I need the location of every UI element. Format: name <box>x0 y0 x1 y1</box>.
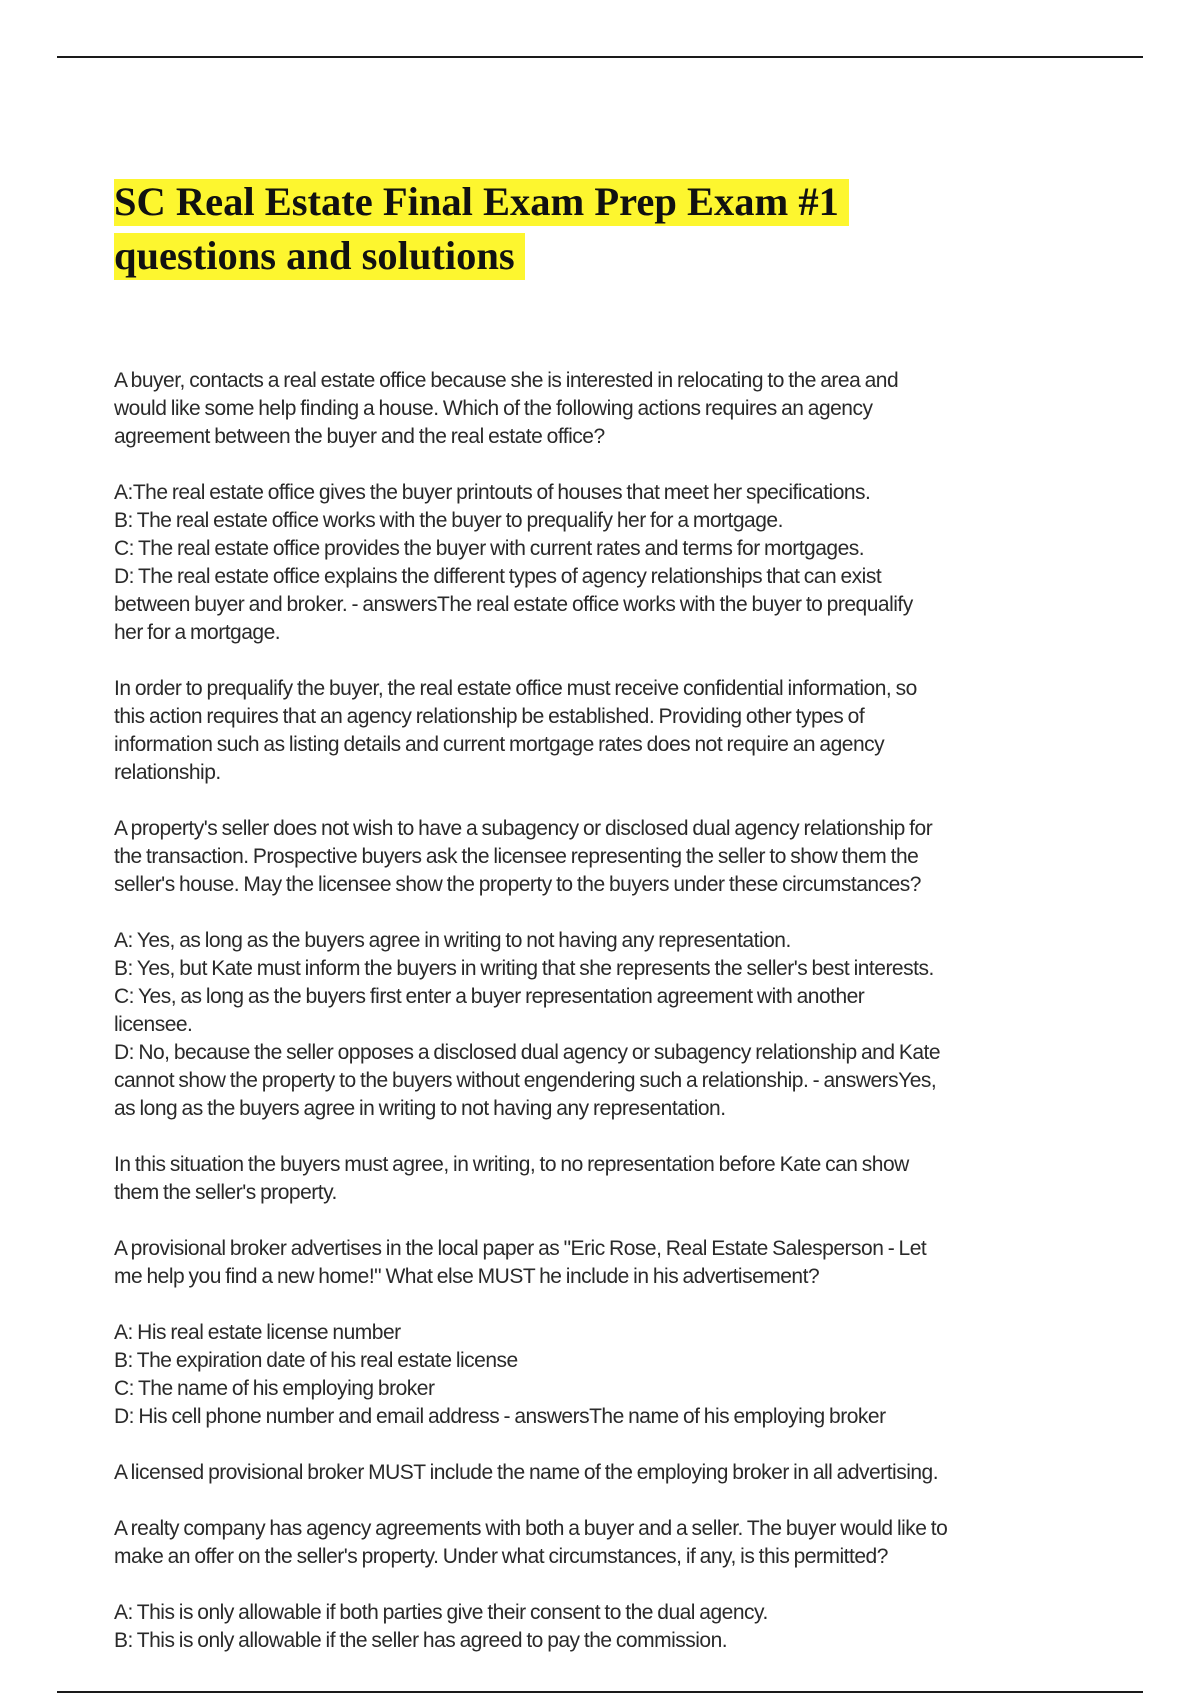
question-paragraph <box>114 815 1104 899</box>
text-line: make an offer on the seller's property. Under what circumstances, if any, is this permitted? <box>114 1545 888 1568</box>
text-line: agreement between the buyer and the real estate office? <box>114 425 605 448</box>
text-line: B: The real estate office works with the buyer to prequalify her for a mortgage. <box>114 509 783 532</box>
explanation-paragraph <box>114 675 1104 787</box>
question-paragraph <box>114 1515 1104 1571</box>
answer-options-paragraph <box>114 1319 1104 1431</box>
text-line: B: The expiration date of his real estate license <box>114 1349 518 1372</box>
text-line: D: His cell phone number and email address - answersThe name of his employing broker <box>114 1405 886 1428</box>
text-line: C: The real estate office provides the buyer with current rates and terms for mortgages. <box>114 537 865 560</box>
text-line: B: This is only allowable if the seller has agreed to pay the commission. <box>114 1629 728 1652</box>
text-line: In this situation the buyers must agree, in writing, to no representation before Kate can show <box>114 1153 909 1176</box>
document-title-line-2: questions and solutions <box>114 233 525 280</box>
text-line: A:The real estate office gives the buyer printouts of houses that meet her specifications. <box>114 481 871 504</box>
text-line: A property's seller does not wish to have a subagency or disclosed dual agency relationship for <box>114 817 933 840</box>
text-line: relationship. <box>114 761 221 784</box>
text-line: B: Yes, but Kate must inform the buyers in writing that she represents the seller's best interests. <box>114 957 934 980</box>
document-body <box>114 367 1104 1683</box>
text-line: as long as the buyers agree in writing to not having any representation. <box>114 1097 726 1120</box>
text-line: cannot show the property to the buyers without engendering such a relationship. - answersYes, <box>114 1069 937 1092</box>
question-paragraph <box>114 367 1104 451</box>
text-line: D: No, because the seller opposes a disclosed dual agency or subagency relationship and Kate <box>114 1041 941 1064</box>
text-line: me help you find a new home!" What else MUST he include in his advertisement? <box>114 1265 820 1288</box>
answer-options-paragraph <box>114 479 1104 647</box>
bottom-rule <box>57 1691 1143 1693</box>
text-line: A realty company has agency agreements with both a buyer and a seller. The buyer would like to <box>114 1517 948 1540</box>
document-title-line-1: SC Real Estate Final Exam Prep Exam #1 <box>114 179 849 226</box>
text-line: licensee. <box>114 1013 193 1036</box>
text-line: C: The name of his employing broker <box>114 1377 435 1400</box>
top-rule <box>57 56 1143 58</box>
text-line: A licensed provisional broker MUST include the name of the employing broker in all advertising. <box>114 1461 939 1484</box>
text-line: the transaction. Prospective buyers ask the licensee representing the seller to show them the <box>114 845 919 868</box>
question-paragraph <box>114 1235 1104 1291</box>
text-line: D: The real estate office explains the different types of agency relationships that can exist <box>114 565 882 588</box>
text-line: them the seller's property. <box>114 1181 337 1204</box>
text-line: A: Yes, as long as the buyers agree in writing to not having any representation. <box>114 929 791 952</box>
text-line: between buyer and broker. - answersThe real estate office works with the buyer to prequalify <box>114 593 913 616</box>
document-title <box>114 175 1014 283</box>
text-line: seller's house. May the licensee show the property to the buyers under these circumstances? <box>114 873 921 896</box>
text-line: A provisional broker advertises in the local paper as "Eric Rose, Real Estate Salesperson - Let <box>114 1237 927 1260</box>
text-line: C: Yes, as long as the buyers first enter a buyer representation agreement with another <box>114 985 865 1008</box>
text-line: this action requires that an agency relationship be established. Providing other types of <box>114 705 865 728</box>
answer-options-paragraph <box>114 927 1104 1123</box>
text-line: A: This is only allowable if both parties give their consent to the dual agency. <box>114 1601 768 1624</box>
text-line: her for a mortgage. <box>114 621 281 644</box>
text-line: would like some help finding a house. Which of the following actions requires an agency <box>114 397 873 420</box>
text-line: information such as listing details and current mortgage rates does not require an agency <box>114 733 885 756</box>
text-line: In order to prequalify the buyer, the real estate office must receive confidential information, so <box>114 677 917 700</box>
answer-options-paragraph <box>114 1599 1104 1655</box>
explanation-paragraph <box>114 1459 1104 1487</box>
text-line: A buyer, contacts a real estate office because she is interested in relocating to the area and <box>114 369 899 392</box>
text-line: A: His real estate license number <box>114 1321 401 1344</box>
explanation-paragraph <box>114 1151 1104 1207</box>
